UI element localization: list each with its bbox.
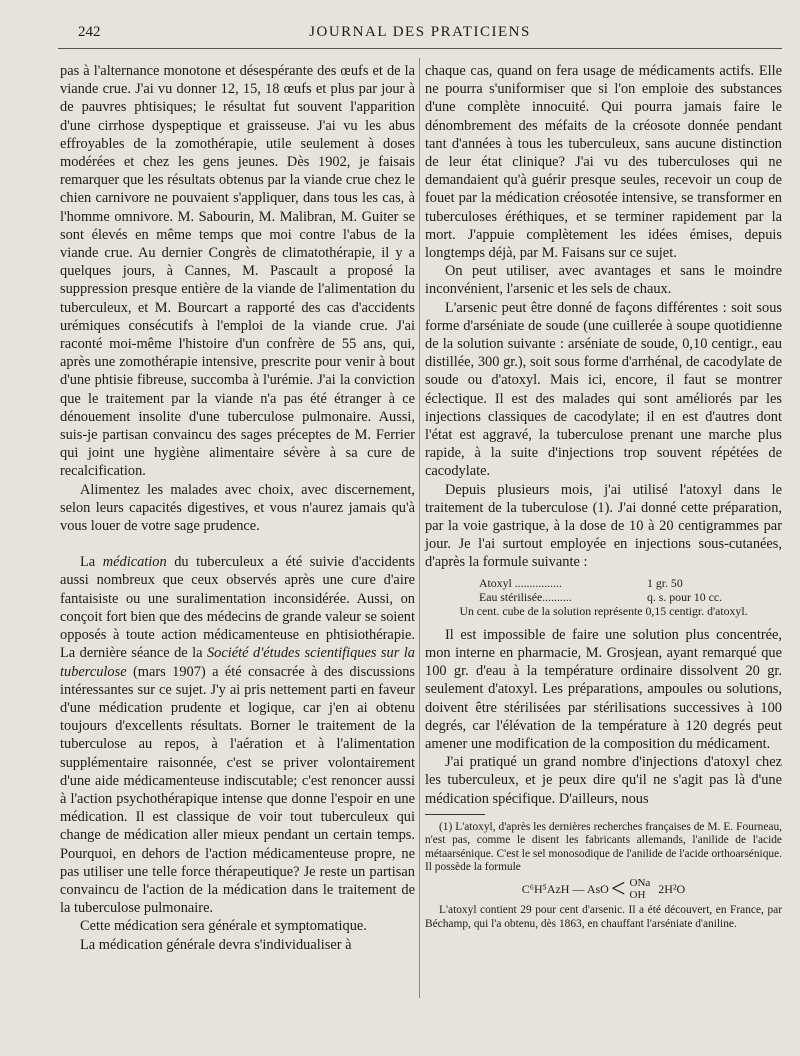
chem-right: 2H²O (658, 881, 686, 896)
journal-title: JOURNAL DES PRATICIENS (309, 24, 531, 40)
left-column (60, 62, 415, 954)
formula-quantity: q. s. pour 10 cc. (647, 589, 723, 604)
formula-quantity: 1 gr. 50 (647, 575, 683, 590)
paragraph: Il est impossible de faire une solution plus concentrée, mon interne en pharmacie, M. Grosjean, ayant remarqué que 100 gr. d'eau à la température ordinaire dissolvent 20 gr. seulement d'atoxyl. Les préparations, ampoules ou solutions, doivent être stérilisées par stérilisations successives à 100 degrés, car l'élévation de la température à 120 degrés peut amener une modification de la composition du médicament. (425, 626, 782, 752)
paragraph: Alimentez les malades avec choix, avec discernement, selon leurs capacités digestives, et vous n'aurez jamais qu'à vous louer de votre sage prudence. (60, 481, 415, 535)
paragraph: On peut utiliser, avec avantages et sans le moindre inconvénient, l'arsenic et les sels de chaux. (425, 263, 782, 298)
formula-row (425, 576, 782, 590)
chem-bottom: OH (629, 889, 646, 902)
chemical-formula (425, 874, 782, 904)
paragraph-medication: La médication du tuberculeux a été suivie d'accidents aussi nombreux que ceux observés après une cure d'aire fantaisiste ou une suralimentation inconsidérée. Aussi, on conçoit fort bien que des médecins de grande valeur se soient opposés à toute action médicamenteuse en phtisiothérapie. La dernière séance de la Société d'études scientifiques sur la tuberculose (mars 1907) a été consacrée à des discussions intéressantes sur ce sujet. J'y ai pris nettement parti en faveur d'une médication prudente et logique, car j'en ai obtenu toujours d'excellents résultats. Borner le traitement de la tuberculose au repos, à l'aération et à l'alimentation supplémentaire raisonnée, c'est se priver volontairement d'une aide médicamenteuse indiscutable; c'est renoncer aussi à l'action psychothérapique intense que donne l'espoir en une médication. Il est classique de voir tout tuberculeux qui change de médication aller mieux pendant un certain temps. Pourquoi, en dehors de l'action médicamenteuse propre, ne pas utiliser une telle force thérapeutique? Je reste un partisan convaincu de l'action de la médication dans le traitement de la tuberculose pulmonaire. (60, 554, 416, 917)
footnote-text: (1) L'atoxyl, d'après les dernières recherches françaises de M. E. Fourneau, n'est pas, comme le disent les fabricants allemands, l'anilide de l'acide métaarsénique. C'est le sel monosodique de l'anilide de l'acide orthoarsénique. Il possède la formule (425, 820, 782, 873)
footnote-rule (425, 814, 485, 815)
page-header (58, 20, 782, 49)
less-than-symbol: < (610, 874, 626, 904)
chem-substituents (630, 877, 651, 901)
page-number: 242 (78, 24, 101, 40)
chem-left: C⁶H⁵AzH — AsO (521, 881, 609, 896)
right-column (425, 62, 782, 931)
paragraph: chaque cas, quand on fera usage de médicaments actifs. Elle ne pourra s'uniformiser que si l'on emploie des substances d'une complète innocuité. Qui pourra jamais faire le dénombrement des méfaits de la créosote donnée pendant tant d'années à tous les tuberculeux, sans aucune distinction de leur état clinique? J'ai vu des tuberculoses qui ne demandaient qu'à guérir presque seules, recevoir un coup de fouet par la médication créosotée intensive, se transformer en tuberculoses éréthiques, et se terminer rapidement par la mort. J'appuie complètement les idées émises, depuis longtemps déjà, par M. Faisans sur ce sujet. (425, 63, 782, 262)
footnote-text: L'atoxyl contient 29 pour cent d'arsenic. Il a été découvert, en France, par Béchamp, qui l'a obtenu, dès 1863, en chauffant l'arséniate d'aniline. (425, 904, 782, 930)
formula-ingredient: Atoxyl ................ (479, 575, 562, 590)
paragraph: pas à l'alternance monotone et désespérante des œufs et de la viande crue. J'ai vu donner 12, 15, 18 œufs et plus par jour à de pauvres phtisiques; le résultat fut souvent l'apparition d'une cirrhose dyspeptique et graisseuse. J'ai vu les abus effroyables de la zomothérapie, utile seulement à doses modérées et chez les gens jeunes. Dès 1902, je faisais remarquer que les résultats obtenus par la viande crue chez le chien carnivore ne pouvaient s'appliquer, dans tous les cas, à l'homme omnivore. M. Sabourin, M. Malibran, M. Guiter se sont élevés en même temps que moi contre l'abus de la viande crue. Au dernier Congrès de climatothérapie, il y a quelques jours, à Cannes, M. Pascault a proposé la suppression presque entière de la viande de l'alimentation du tuberculeux, et M. Bourcart a rapporté des cas d'accidents urémiques consécutifs à l'emploi de la viande crue. J'ai raconté moi-même l'histoire d'un confrère de 55 ans, qui, après une zomothérapie intensive, prescrite pour venir à bout d'une phtisie fibreuse, succomba à l'urémie. J'ai la conviction que le traitement par la viande n'a pas été étranger à ce dénouement insolite d'une tuberculose pulmonaire. Aussi, suis-je partisan convaincu des sages préceptes de M. Ferrier qui joint une hygiène alimentaire sévère à sa cure de recalcification. (60, 63, 415, 480)
column-divider (419, 58, 420, 998)
formula-row (425, 590, 782, 604)
footnote (425, 821, 782, 931)
paragraph: J'ai pratiqué un grand nombre d'injections d'atoxyl chez les tuberculeux, et je peux dire qu'il ne s'agit pas là d'une médication spécifique. D'ailleurs, nous (425, 754, 782, 807)
paragraph: L'arsenic peut être donné de façons différentes : soit sous forme d'arséniate de soude (une cuillerée à soupe quotidienne de la solution suivante : arséniate de soude, 0,10 centigr., eau distillée, 300 gr.), soit sous forme d'arrhénal, de cacodylate de soude ou d'atoxyl. Mais ici, encore, il faut se montrer éclectique. Il est des malades qui sont améliorés par les injections classiques de cacodylate; il en est d'autres dont l'état est aggravé, la tuberculose prenant une marche plus rapide, à la suite d'injections trop souvent répétées de cacodylate. (425, 299, 782, 480)
formula-ingredient: Eau stérilisée.......... (479, 589, 572, 604)
atoxyl-formula (425, 576, 782, 618)
paragraph: Cette médication sera générale et symptomatique. (80, 918, 367, 935)
paragraph: Depuis plusieurs mois, j'ai utilisé l'atoxyl dans le traitement de la tuberculose (1). J'ai donné cette préparation, par la voie gastrique, à la dose de 10 à 20 centigrammes par jour. Je l'ai surtout employée en injections sous-cutanées, d'après la formule suivante : (425, 481, 782, 571)
chem-top: ONa (629, 877, 651, 890)
paragraph: La médication générale devra s'individualiser à (80, 936, 352, 953)
formula-note: Un cent. cube de la solution représente 0,15 centigr. d'atoxyl. (459, 603, 748, 618)
